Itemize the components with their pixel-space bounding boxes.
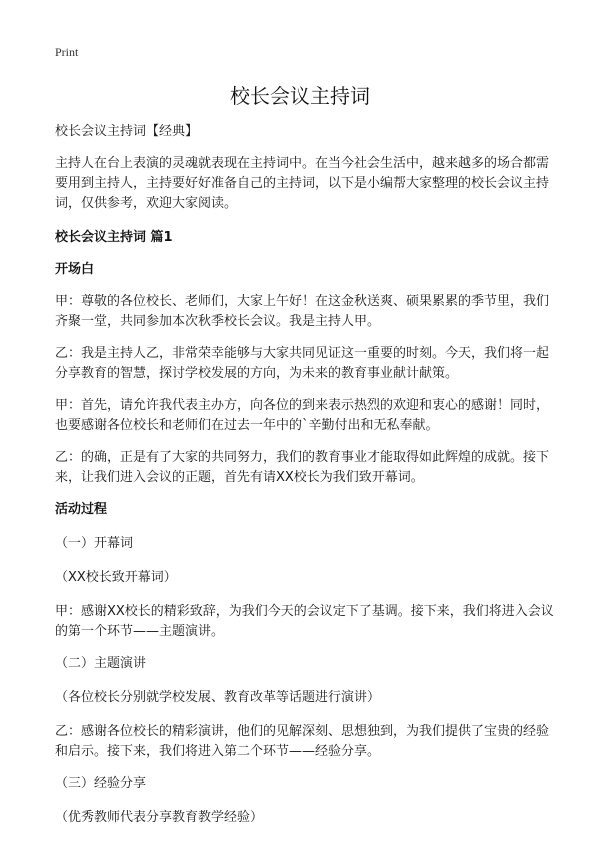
- process-heading: 活动过程: [55, 502, 108, 517]
- process-item: （二）主题演讲: [55, 656, 147, 671]
- process-item: 乙：感谢各位校长的精彩演讲，他们的见解深刻、思想独到，为我们提供了宝贵的经验和启示。接下来，我们将进入第二个环节——经验分享。: [55, 724, 550, 759]
- opening-paragraph: 甲：首先，请允许我代表主办方，向各位的到来表示热烈的欢迎和衷心的感谢！同时，也要感谢各位校长和老师们在过去一年中的`辛勤付出和无私奉献。: [55, 398, 550, 433]
- document-subtitle: 校长会议主持词【经典】: [55, 124, 199, 139]
- page-title: 校长会议主持词: [230, 84, 370, 108]
- process-item: （一）开幕词: [55, 536, 134, 551]
- article-heading: 校长会议主持词 篇1: [55, 230, 173, 245]
- process-item: （各位校长分别就学校发展、教育改革等话题进行演讲）: [55, 690, 381, 705]
- print-label: Print: [55, 45, 79, 59]
- process-item: （XX校长致开幕词）: [55, 570, 177, 585]
- process-item: （三）经验分享: [55, 776, 147, 791]
- opening-paragraph: 甲：尊敬的各位校长、老师们，大家上午好！在这金秋送爽、硕果累累的季节里，我们齐聚一堂，共同参加本次秋季校长会议。我是主持人甲。: [55, 294, 550, 329]
- opening-paragraph: 乙：的确，正是有了大家的共同努力，我们的教育事业才能取得如此辉煌的成就。接下来，让我们进入会议的正题，首先有请XX校长为我们致开幕词。: [55, 450, 550, 485]
- intro-paragraph: 主持人在台上表演的灵魂就表现在主持词中。在当今社会生活中，越来越多的场合都需要用到主持人，主持要好好准备自己的主持词，以下是小编帮大家整理的校长会议主持词，仅供参考，欢迎大家阅读。: [55, 156, 550, 211]
- document-content: [55, 122, 555, 842]
- process-item: 甲：感谢XX校长的精彩致辞，为我们今天的会议定下了基调。接下来，我们将进入会议的第一个环节——主题演讲。: [55, 604, 554, 639]
- opening-paragraph: 乙：我是主持人乙，非常荣幸能够与大家共同见证这一重要的时刻。今天，我们将一起分享教育的智慧，探讨学校发展的方向，为未来的教育事业献计献策。: [55, 346, 550, 381]
- opening-heading: 开场白: [55, 262, 95, 277]
- process-item: （优秀教师代表分享教育教学经验）: [55, 810, 264, 825]
